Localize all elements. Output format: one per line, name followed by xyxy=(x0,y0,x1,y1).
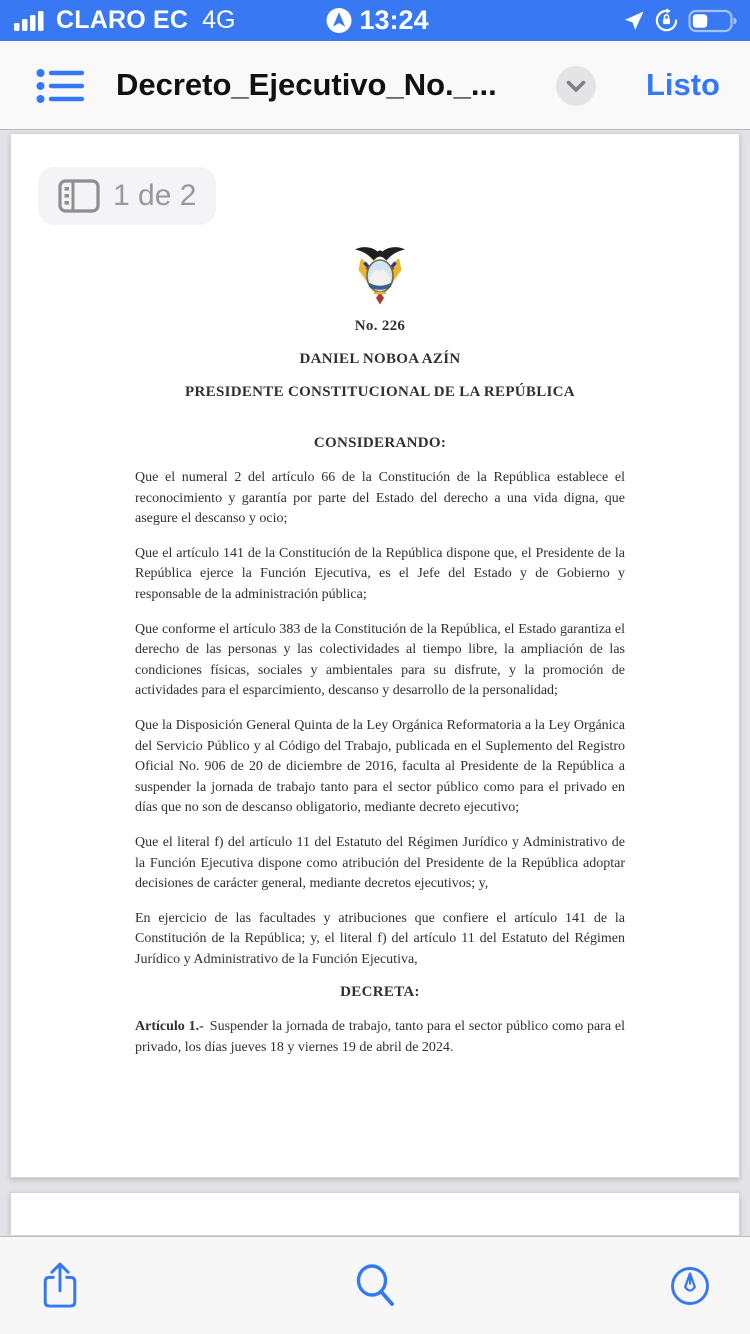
search-button[interactable] xyxy=(345,1237,405,1334)
ecuador-coat-of-arms xyxy=(351,244,409,308)
battery-icon xyxy=(688,9,738,33)
decree-article-1 xyxy=(135,1017,625,1058)
list-bullet-icon xyxy=(36,67,84,105)
markup-button[interactable] xyxy=(660,1237,720,1334)
considering-heading: CONSIDERANDO: xyxy=(313,435,447,451)
document-title: Decreto_Ejecutivo_No._... xyxy=(116,67,497,102)
status-bar-right xyxy=(623,0,738,41)
search-icon xyxy=(352,1262,398,1310)
decree-number: No. 226 xyxy=(354,318,406,334)
share-button[interactable] xyxy=(30,1237,90,1334)
decree-paragraph: En ejercicio de las facultades y atribuciones que confiere el artículo 141 de la Constitución de la República; y, el literal f) del artículo 11 del Estatuto del Régimen Jurídico y Administrativo de la Función Ejecutiva, xyxy=(135,910,625,967)
clock-label: 13:24 xyxy=(359,5,429,35)
decree-paragraph: Que el numeral 2 del artículo 66 de la Constitución de la República establece el reconocimiento y garantía por parte del Estado del derecho a una vida digna, que asegure el descanso y ocio; xyxy=(135,470,625,527)
status-bar-center xyxy=(326,0,429,41)
decree-paragraph: Que el literal f) del artículo 11 del Estatuto del Régimen Jurídico y Administrativo de la Función Ejecutiva dispone como atribución del Presidente de la República adoptar decisiones de carácter general, mediante decretos ejecutivos; y, xyxy=(135,834,625,892)
pdf-page-1[interactable] xyxy=(10,133,740,1178)
chevron-down-icon xyxy=(566,80,586,93)
decreta-heading: DECRETA: xyxy=(340,984,420,1001)
share-icon xyxy=(39,1260,81,1312)
title-options-button[interactable] xyxy=(556,66,596,106)
decree-paragraph: Que conforme el artículo 383 de la Constitución de la República, el Estado garantiza el derecho de las personas y las colectividades al tiempo libre, la ampliación de las condiciones físicas, sociales y ambientales para su disfrute, y la promoción de actividades para el esparcimiento, descanso y desarrollo de la personalidad; xyxy=(135,621,625,699)
decree-paragraph: Que la Disposición General Quinta de la Ley Orgánica Reformatoria a la Ley Orgánica del Servicio Público y al Código del Trabajo, publicada en el Suplemento del Registro Oficial No. 906 de 20 de diciembre de 2016, faculta al Presidente de la República a suspender la jornada de trabajo tanto para el sector público como para el privado en días que no son de descanso obligatorio, mediante decreto ejecutivo; xyxy=(135,717,625,816)
network-type-label: 4G xyxy=(202,6,236,34)
status-bar xyxy=(0,0,750,41)
decree-author: DANIEL NOBOA AZÍN xyxy=(299,351,461,367)
navigation-active-icon xyxy=(326,7,353,34)
carrier-label: CLARO EC xyxy=(56,6,189,34)
thumbnails-menu-button[interactable] xyxy=(36,67,84,105)
done-button[interactable]: Listo xyxy=(645,67,720,102)
sidebar-thumbnails-icon xyxy=(58,179,100,213)
decree-author-title: PRESIDENTE CONSTITUCIONAL DE LA REPÚBLICA xyxy=(185,384,575,400)
markup-icon xyxy=(669,1265,711,1307)
orientation-lock-icon xyxy=(654,8,679,33)
location-arrow-icon xyxy=(623,10,645,32)
decree-paragraph: Que el artículo 141 de la Constitución de la República dispone que, el Presidente de la República ejerce la Función Ejecutiva, es el Jefe del Estado y de Gobierno y responsable de la administración pública; xyxy=(135,545,625,602)
page-indicator[interactable] xyxy=(38,167,216,225)
page-indicator-label: 1 de 2 xyxy=(113,179,197,212)
status-bar-left xyxy=(14,6,236,35)
pdf-page-2[interactable] xyxy=(10,1192,740,1236)
article-1-text: Suspender la jornada de trabajo, tanto para el sector público como para el privado, los días jueves 18 y viernes 19 de abril de 2024. xyxy=(135,1019,625,1056)
signal-bars-icon xyxy=(14,10,48,32)
article-1-label: Artículo 1.- xyxy=(135,1019,204,1035)
bottom-toolbar xyxy=(0,1236,750,1334)
nav-bar xyxy=(0,41,750,130)
decree-document xyxy=(135,244,625,1073)
